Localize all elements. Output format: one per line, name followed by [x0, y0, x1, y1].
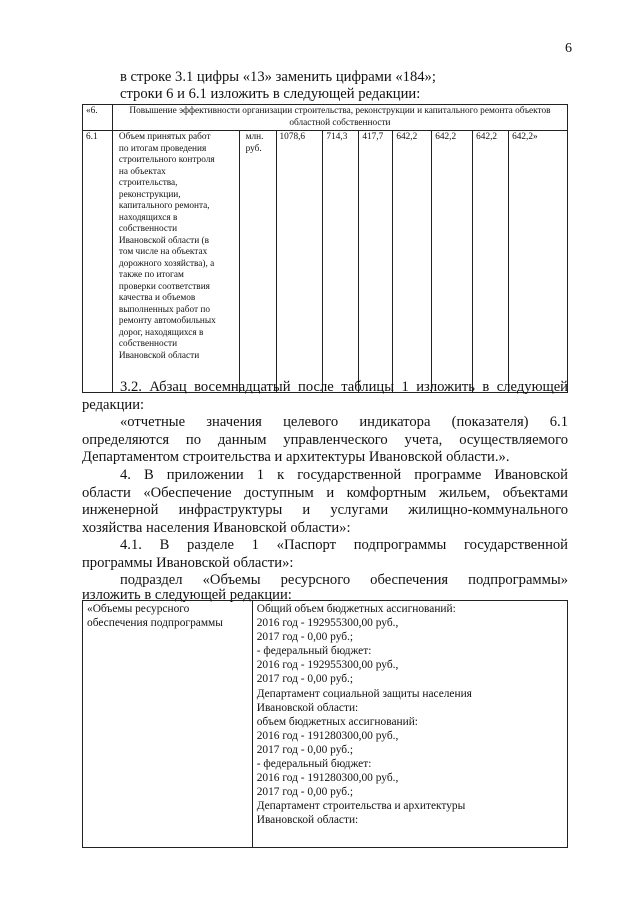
table-row [83, 131, 568, 393]
paragraph-4-line-3: инженерной инфраструктуры и услугами жилищно-коммунального [82, 502, 568, 518]
resources-label: «Объемы ресурсного обеспечения подпрограммы [83, 601, 253, 848]
intro-line-1: в строке 3.1 цифры «13» заменить цифрами «184»; [120, 69, 436, 85]
paragraph-3-2-line-2: редакции: [82, 397, 145, 413]
paragraph-4-line-2: области «Обеспечение доступным и комфортным жильем, объектами [82, 485, 568, 501]
value-cell: 642,2 [393, 131, 432, 393]
resources-content: Общий объем бюджетных ассигнований: 2016 год - 192955300,00 руб., 2017 год - 0,00 руб.; - федеральный бюджет: 2016 год - 192955300,00 руб., 2017 год - 0,00 руб.; Департамент социальной защиты населения Ивановской области: объем бюджетных ассигнований: 2016 год - 191280300,00 руб., 2017 год - 0,00 руб.; - федеральный бюджет: 2016 год - 191280300,00 руб., 2017 год - 0,00 руб.; Департамент строительства и архитектуры Ивановской области: [252, 601, 567, 848]
row-description: Объем принятых работ по итогам проведения строительного контроля на объектах строительства, реконструкции, капитального ремонта, находящихся в собственности Ивановской области (в том числе на объектах дорожного хозяйства), а также по итогам проверки соответствия качества и объемов выполненных работ по ремонту автомобильных дорог, находящихся в собственности Ивановской области [112, 131, 239, 393]
row-unit: млн. руб. [239, 131, 276, 393]
quote-line-2: определяются по данным управленческого учета, осуществляемого [82, 432, 568, 448]
header-number: «6. [83, 105, 113, 131]
indicator-table [82, 104, 568, 393]
subsection-line-1: подраздел «Объемы ресурсного обеспечения подпрограммы» [120, 572, 568, 588]
intro-line-2: строки 6 и 6.1 изложить в следующей редакции: [120, 86, 421, 102]
value-cell: 642,2 [432, 131, 473, 393]
paragraph-4-line-1: 4. В приложении 1 к государственной программе Ивановской [120, 467, 568, 483]
value-cell: 417,7 [359, 131, 393, 393]
row-number: 6.1 [83, 131, 113, 393]
table-header-row [83, 105, 568, 131]
paragraph-3-2-line-1: 3.2. Абзац восемнадцатый после таблицы 1 изложить в следующей [120, 379, 568, 395]
subsection-line-2: изложить в следующей редакции: [82, 587, 292, 603]
resources-table [82, 600, 568, 848]
page-number: 6 [565, 41, 572, 56]
header-text: Повышение эффективности организации строительства, реконструкции и капитального ремонта объектов областной собственности [112, 105, 567, 131]
paragraph-4-1-line-1: 4.1. В разделе 1 «Паспорт подпрограммы государственной [120, 537, 568, 553]
table-row [83, 601, 568, 848]
value-cell: 642,2 [473, 131, 509, 393]
paragraph-4-1-line-2: программы Ивановской области»: [82, 555, 294, 571]
value-cell: 714,3 [323, 131, 359, 393]
value-cell: 642,2» [509, 131, 568, 393]
quote-line-3: Департаментом строительства и архитектуры Ивановской области.». [82, 449, 510, 465]
paragraph-4-line-4: хозяйства населения Ивановской области»: [82, 520, 351, 536]
quote-line-1: «отчетные значения целевого индикатора (показателя) 6.1 [120, 414, 568, 430]
value-cell: 1078,6 [276, 131, 323, 393]
